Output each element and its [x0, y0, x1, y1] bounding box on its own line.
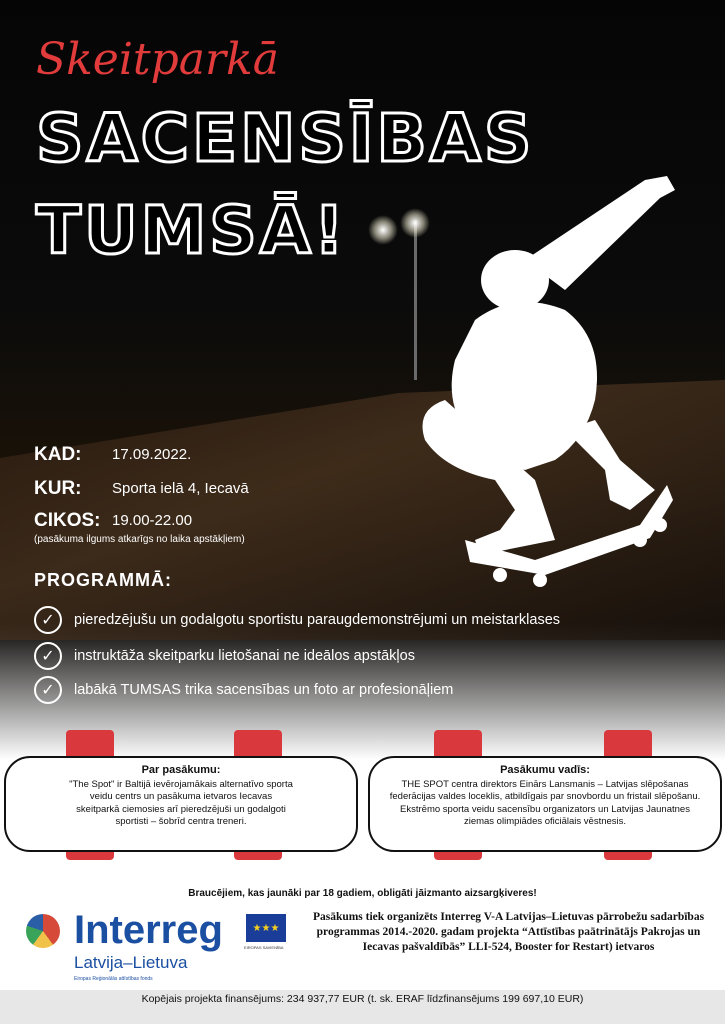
interreg-logo-icon: [26, 914, 60, 948]
check-icon: ✓: [34, 606, 62, 634]
program-item: [34, 642, 415, 670]
time-label: CIKOS:: [34, 510, 101, 531]
eu-label: EIROPAS SAVIENĪBA: [244, 945, 284, 950]
program-item-text: instruktāža skeitparku lietošanai ne ideālos apstākļos: [74, 648, 415, 664]
program-item-text: labākā TUMSAS trika sacensības un foto ar profesionāļiem: [74, 682, 454, 698]
interreg-tagline: Eiropas Reģionālās attīstības fonds: [74, 976, 153, 982]
time-note: (pasākuma ilgums atkarīgs no laika apstākļiem): [34, 534, 245, 545]
check-icon: ✓: [34, 642, 62, 670]
title-line-1: SACENSĪBAS: [36, 100, 535, 177]
skater-silhouette: [405, 170, 685, 590]
host-heading: Pasākumu vadīs:: [500, 764, 590, 776]
host-text: THE SPOT centra direktors Einārs Lansmanis – Latvijas slēpošanas federācijas valdes loceklis, atbildīgais par snovbordu un fristail slēpošanu. Ekstrēmo sporta veidu sacensību organizators un Latvijas Jaunatnes ziemas olimpiādes oficiālais vēstnesis.: [389, 778, 701, 827]
when-value: 17.09.2022.: [112, 446, 192, 463]
organizer-text: Pasākums tiek organizēts Interreg V-A Latvijas–Lietuvas pārrobežu sadarbības programmas 2014.-2020. gadam projekta “Attīstības paātrinātājs Pakrojas un Iecavas pašvaldībās” LLI-524, Booster for Restart) ietvaros: [312, 911, 705, 953]
where-label: KUR:: [34, 478, 82, 499]
lamp-light: [368, 215, 398, 245]
about-box: [4, 756, 358, 852]
program-item: [34, 676, 453, 704]
where-value: Sporta ielā 4, Iecavā: [112, 480, 249, 497]
about-heading: Par pasākumu:: [141, 764, 221, 776]
title-line-2: TUMSĀ!: [36, 192, 348, 269]
when-label: KAD:: [34, 444, 82, 465]
eu-flag-icon: ★★★: [246, 914, 286, 942]
program-item: [34, 606, 560, 634]
about-text: "The Spot" ir Baltijā ievērojamākais alternatīvo sporta veidu centrs un pasākuma ietvaros Iecavas skeitparkā ciemosies arī pieredzējuši un godalgoti sportisti – šobrīd centra treneri.: [69, 778, 293, 827]
program-heading: PROGRAMMĀ:: [34, 570, 172, 590]
program-item-text: pieredzējušu un godalgotu sportistu paraugdemonstrējumi un meistarklases: [74, 612, 561, 628]
helmet-warning: Braucējiem, kas jaunāki par 18 gadiem, obligāti jāizmanto aizsargķiveres!: [188, 888, 537, 899]
check-icon: ✓: [34, 676, 62, 704]
script-title: Skeitparkā: [36, 34, 279, 85]
host-box: [368, 756, 722, 852]
interreg-region: Latvija–Lietuva: [74, 953, 188, 972]
time-value: 19.00-22.00: [112, 512, 193, 529]
funding-footer: Kopējais projekta finansējums: 234 937,77 EUR (t. sk. ERAF līdzfinansējums 199 697,10 EUR): [0, 990, 725, 1024]
interreg-logo-text: Interreg: [74, 908, 223, 952]
